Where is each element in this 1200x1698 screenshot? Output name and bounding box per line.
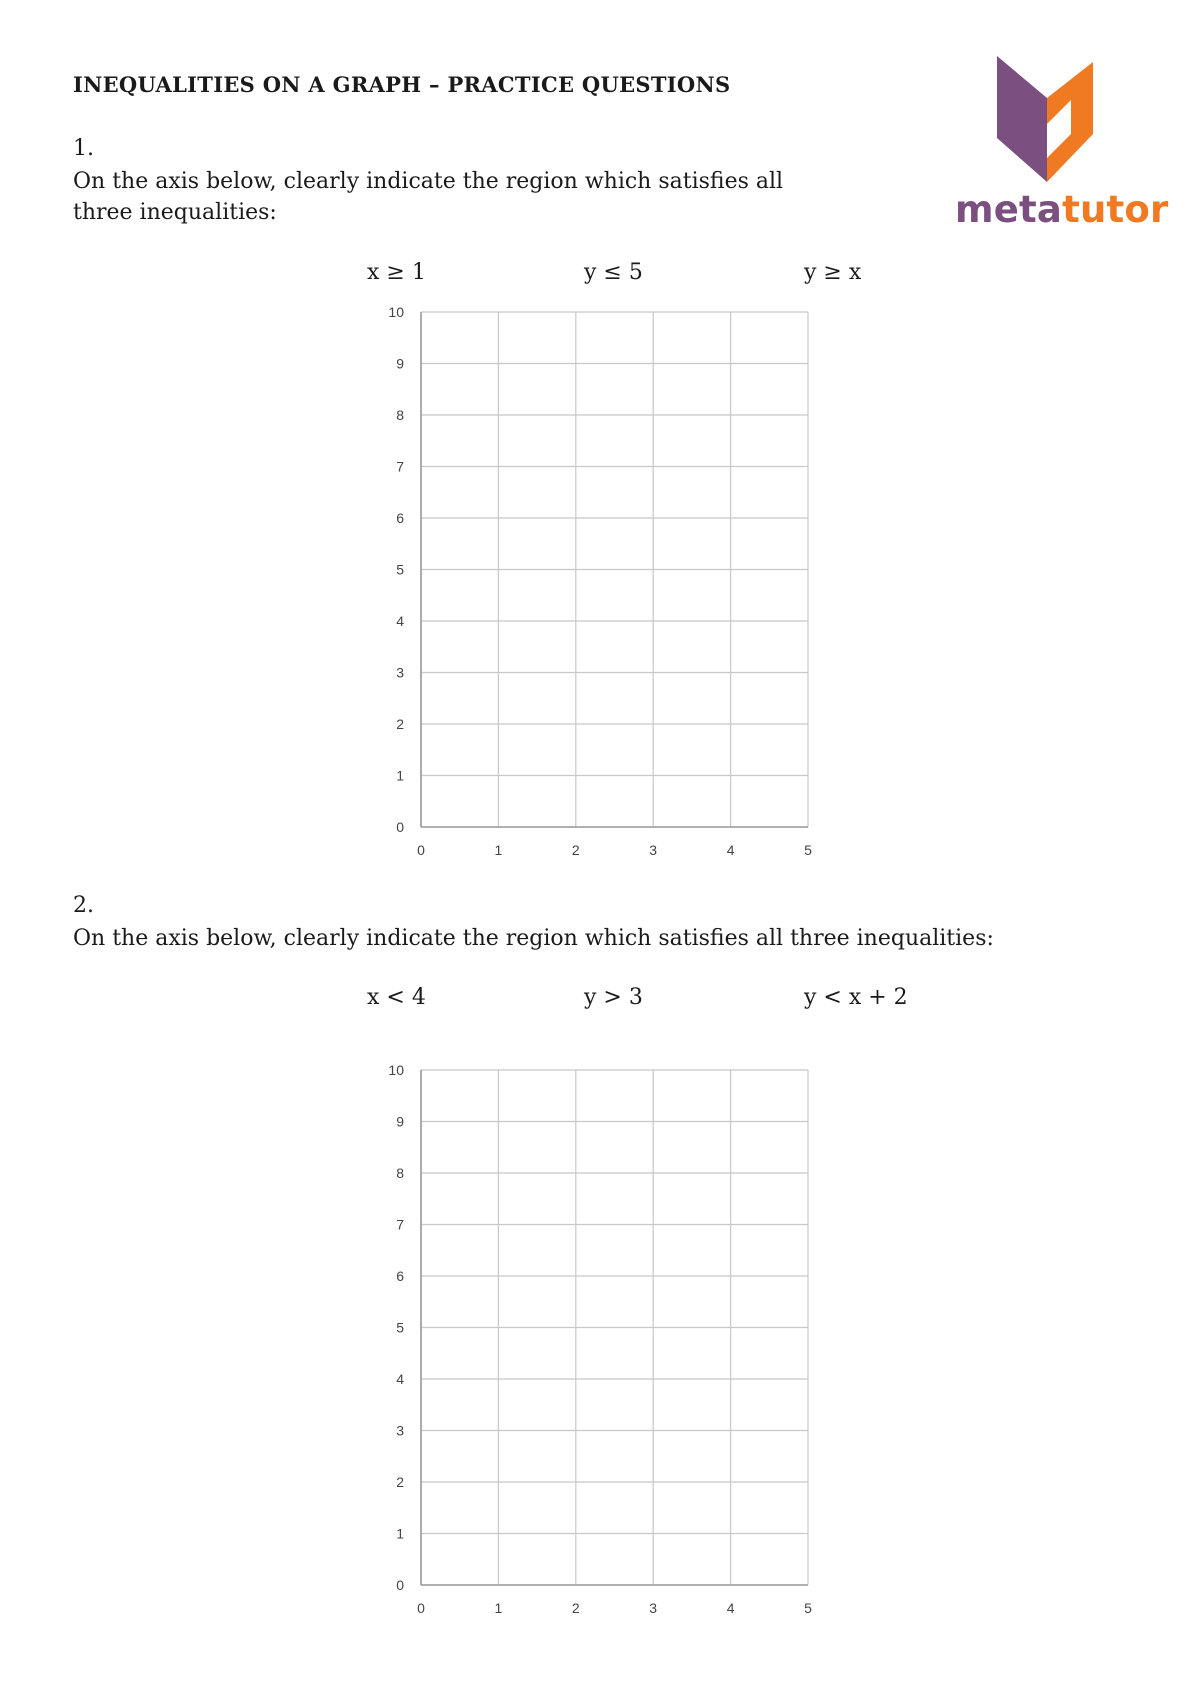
question-1-inequality-3: y ≥ x (804, 260, 862, 285)
x-tick-label-2: 2 (571, 1600, 580, 1616)
question-1-text-line-1: On the axis below, clearly indicate the region which satisfies all (73, 169, 784, 194)
y-tick-label-1: 1 (396, 767, 404, 784)
y-tick-label-9: 9 (396, 1113, 404, 1130)
x-tick-label-3: 3 (649, 1600, 658, 1616)
y-tick-label-8: 8 (396, 407, 404, 423)
y-tick-label-0: 0 (396, 819, 404, 835)
question-1-text (73, 166, 783, 228)
y-tick-label-9: 9 (396, 355, 404, 372)
x-tick-label-1: 1 (494, 1600, 503, 1616)
question-2-inequality-3: y < x + 2 (804, 985, 908, 1010)
y-tick-label-3: 3 (396, 1422, 404, 1439)
y-tick-label-4: 4 (396, 613, 404, 629)
question-2-number: 2. (73, 893, 94, 918)
question-1-graph[interactable] (360, 300, 830, 870)
x-tick-label-4: 4 (726, 1600, 735, 1616)
question-2-grid-svg (360, 1058, 830, 1628)
metatutor-logo (995, 52, 1105, 182)
y-tick-label-5: 5 (396, 561, 404, 578)
y-tick-label-2: 2 (396, 716, 404, 732)
y-tick-label-7: 7 (396, 1216, 404, 1233)
question-2-graph[interactable] (360, 1058, 830, 1628)
x-tick-label-3: 3 (649, 842, 658, 858)
x-tick-label-5: 5 (804, 1600, 812, 1616)
question-2-inequality-2: y > 3 (584, 985, 643, 1010)
logo-mark-icon (995, 52, 1105, 182)
page-title: INEQUALITIES ON A GRAPH – PRACTICE QUESTIONS (73, 72, 731, 97)
logo-wordmark (955, 188, 1169, 231)
question-1-number: 1. (73, 136, 94, 161)
y-tick-label-2: 2 (396, 1474, 404, 1490)
logo-text-tutor: tutor (1062, 188, 1169, 231)
x-tick-label-1: 1 (494, 842, 503, 858)
y-tick-label-3: 3 (396, 664, 404, 681)
y-tick-label-0: 0 (396, 1577, 404, 1593)
logo-text-meta: meta (955, 188, 1063, 231)
y-tick-label-6: 6 (396, 1268, 404, 1284)
question-1-text-line-2: three inequalities: (73, 200, 277, 225)
question-2-text: On the axis below, clearly indicate the region which satisfies all three inequalities: (73, 926, 994, 951)
x-tick-label-4: 4 (726, 842, 735, 858)
x-tick-label-5: 5 (804, 842, 812, 858)
y-tick-label-7: 7 (396, 458, 404, 475)
x-tick-label-2: 2 (571, 842, 580, 858)
x-tick-label-0: 0 (417, 1600, 425, 1616)
question-2-inequality-1: x < 4 (367, 985, 426, 1010)
question-1-inequality-1: x ≥ 1 (367, 260, 426, 285)
question-1-grid-svg (360, 300, 830, 870)
question-1-inequality-2: y ≤ 5 (584, 260, 643, 285)
y-tick-label-5: 5 (396, 1319, 404, 1336)
y-tick-label-10: 10 (388, 1062, 404, 1078)
y-tick-label-8: 8 (396, 1165, 404, 1181)
y-tick-label-10: 10 (388, 304, 404, 320)
x-tick-label-0: 0 (417, 842, 425, 858)
y-tick-label-1: 1 (396, 1525, 404, 1542)
y-tick-label-4: 4 (396, 1371, 404, 1387)
y-tick-label-6: 6 (396, 510, 404, 526)
